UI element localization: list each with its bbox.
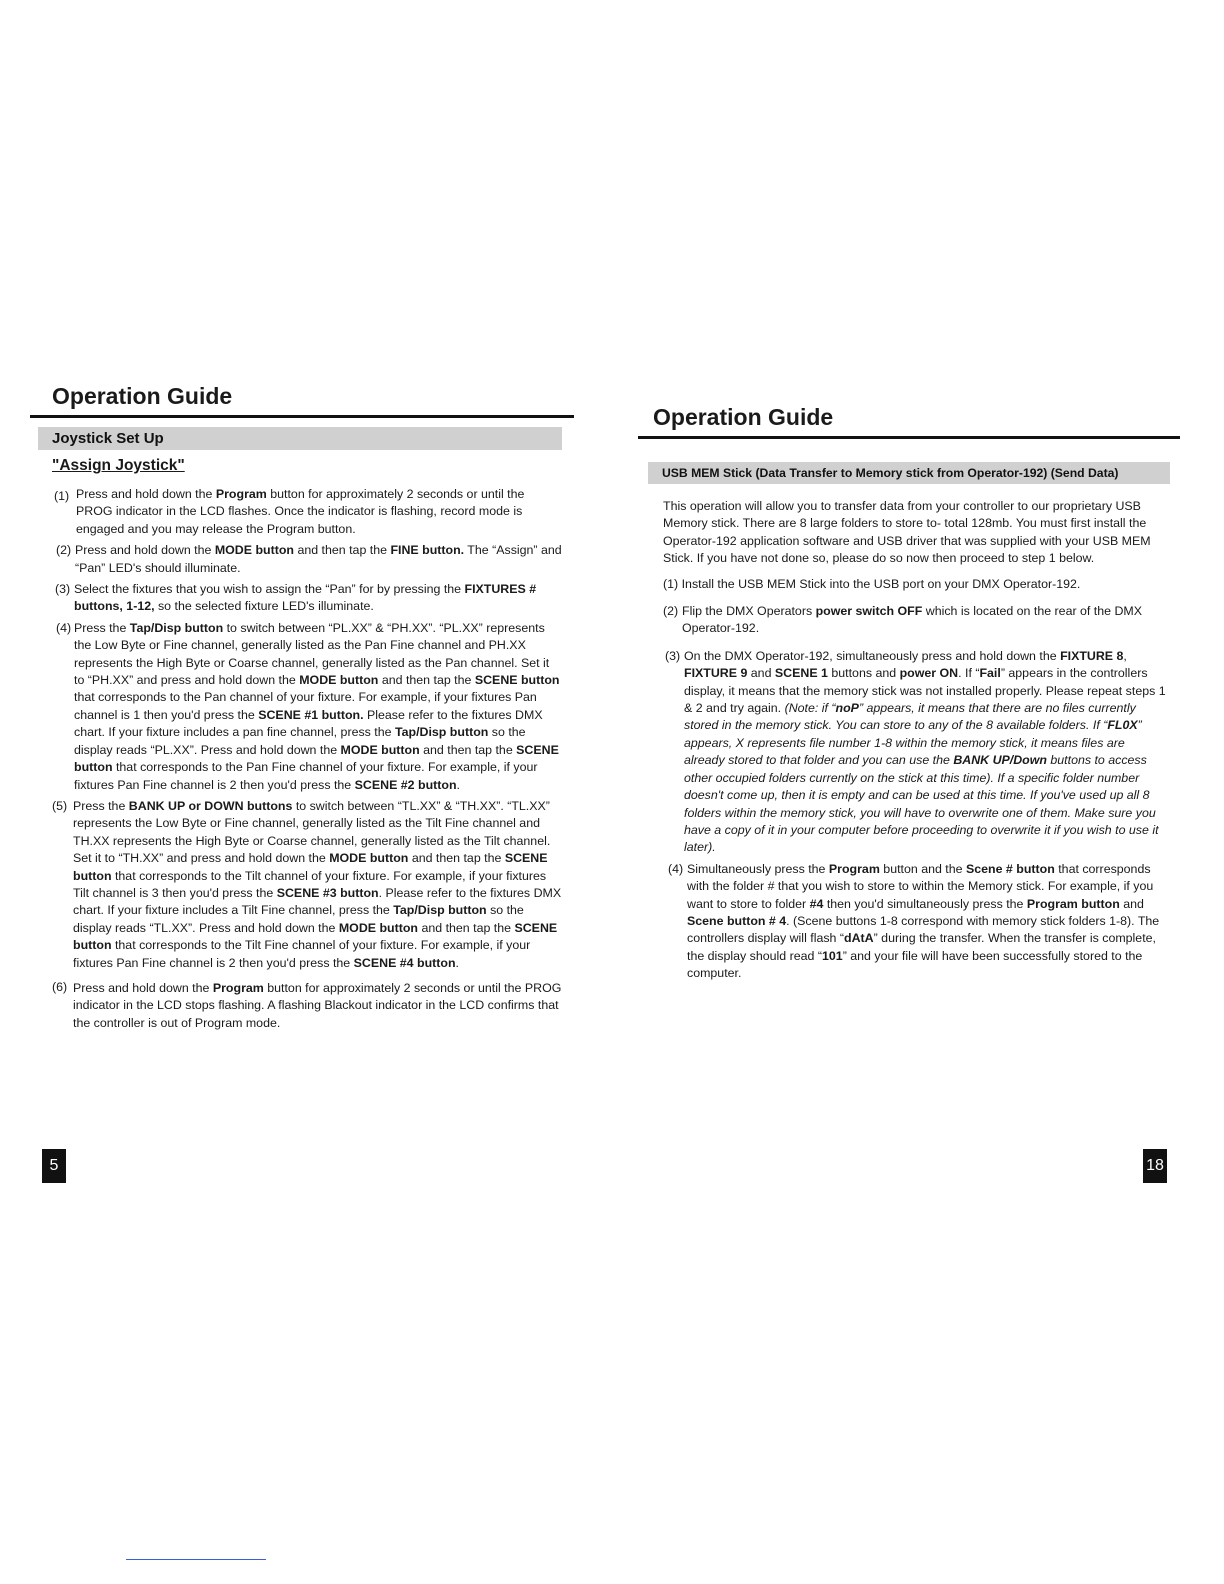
step-number: (3) (665, 648, 681, 663)
step-text: (1) Install the USB MEM Stick into the USB port on your DMX Operator-192. (663, 576, 1081, 591)
step-text: Select the fixtures that you wish to assign the “Pan” for by pressing the FIXTURES # buttons, 1-12, so the selected fixture LED's illuminate. (74, 582, 537, 614)
step-text: Press and hold down the Program button for approximately 2 seconds or until the PROG indicator in the LCD flashes. Once the indicator is flashing, record mode is engaged and you may release the Program button. (76, 487, 525, 536)
right-step (663, 648, 1168, 857)
left-section-header: Joystick Set Up (38, 427, 562, 450)
right-instructions (663, 498, 1168, 987)
left-step (52, 542, 562, 577)
step-number: (5) (52, 798, 68, 813)
left-step (52, 581, 562, 616)
left-page-title: Operation Guide (52, 383, 233, 409)
left-title-rule (30, 415, 574, 418)
right-step (663, 576, 1168, 593)
step-text: Press and hold down the MODE button and then tap the FINE button. The “Assign” and “Pan” LED's should illuminate. (75, 543, 562, 575)
footer-link-line (126, 1559, 266, 1560)
step-number: (4) (668, 861, 684, 876)
step-text: Simultaneously press the Program button and the Scene # button that corresponds with the folder # that you wish to store to within the Memory stick. For example, if you want to store to folder #4 then you'd simultaneously press the Program button and Scene button # 4. (Scene buttons 1-8 correspond with memory stick folders 1-8). The controllers display will flash “dAtA” during the transfer. When the transfer is complete, the display should read “101” and your file will have been successfully stored to the computer. (687, 861, 1160, 981)
step-text: Press and hold down the Program button for approximately 2 seconds or until the PROG indicator in the LCD stops flashing. A flashing Blackout indicator in the LCD confirms that the controller is out of Program mode. (73, 980, 562, 1030)
step-number: (3) (55, 582, 71, 597)
step-text: Press the BANK UP or DOWN buttons to switch between “TL.XX” & “TH.XX”. “TL.XX” represents the Low Byte or Fine channel, generally listed as the Tilt Fine channel and TH.XX represents the High Byte or Coarse channel, generally listed as the Tilt channel. Set it to “TH.XX” and press and hold down the MODE button and then tap the SCENE button that corresponds to the Tilt channel of your fixture. For example, if your fixtures Tilt channel is 3 then you'd press the SCENE #3 button. Please refer to the fixtures DMX chart. If your fixture includes a Tilt Fine channel, press the Tap/Disp button so the display reads “TL.XX”. Press and hold down the MODE button and then tap the SCENE button that corresponds to the Tilt Fine channel of your fixture. For example, if your fixtures Pan Fine channel is 2 then you'd press the SCENE #4 button. (73, 798, 562, 970)
note-text: (Note: if “noP” appears, it means that there are no files currently stored in the memory stick. You can store to any of the 8 available folders. If “FL0X” appears, X represents file number 1-8 within the memory stick, it means files are already stored to that folder and you can use the BANK UP/Down buttons to access other occupied folders currently on the stick at this time). If a specific folder number doesn't come up, then it is empty and can be used at this time. If you've used up all 8 folders within the memory stick, you will have to overwrite one of them. Make sure you have a copy of it in your computer before proceeding to overwrite it if you wish to use it later). (684, 701, 1159, 855)
step-text: Press the Tap/Disp button to switch between “PL.XX” & “PH.XX”. “PL.XX” represents the Low Byte or Fine channel, generally listed as the Pan Fine channel and PH.XX represents the High Byte or Coarse channel, generally listed as the Pan channel. Set it to “PH.XX” and press and hold down the MODE button and then tap the SCENE button that corresponds to the Pan channel of your fixture. For example, if your fixtures Pan channel is 1 then you'd press the SCENE #1 button. Please refer to the fixtures DMX chart. If your fixture includes a pan fine channel, press the Tap/Disp button so the display reads “PL.XX”. Press and hold down the MODE button and then tap the SCENE button that corresponds to the Pan Fine channel of your fixture. For example, if your fixtures Pan Fine channel is 2 then you'd press the SCENE #2 button. (74, 620, 560, 792)
intro-paragraph: This operation will allow you to transfer data from your controller to our proprietary USB Memory stick. There are 8 large folders to store to- total 128mb. You must first install the Operator-192 application software and USB driver that was supplied with your USB MEM Stick. If you have not done so, please do so now then proceed to step 1 below. (663, 499, 1151, 566)
step-number: (2) (56, 543, 72, 558)
right-page-number: 18 (1143, 1149, 1167, 1183)
left-step (52, 798, 562, 972)
right-section-header: USB MEM Stick (Data Transfer to Memory stick from Operator-192) (Send Data) (648, 462, 1170, 484)
step-number: (1) (54, 489, 70, 503)
right-title-rule (638, 436, 1180, 439)
left-page-number: 5 (42, 1149, 66, 1183)
left-step (52, 620, 562, 794)
left-subheading: "Assign Joystick" (52, 457, 185, 474)
left-step (52, 980, 562, 1032)
right-page-title: Operation Guide (653, 404, 834, 430)
right-step (663, 861, 1168, 983)
left-instructions (52, 486, 562, 1036)
step-number: (2) (663, 604, 679, 619)
right-step (663, 603, 1168, 638)
step-number: (4) (56, 620, 72, 635)
step-text: On the DMX Operator-192, simultaneously press and hold down the FIXTURE 8, FIXTURE 9 and SCENE 1 buttons and power ON. If “Fail” appears in the controllers display, it means that the memory stick was not installed properly. Please repeat steps 1 & 2 and try again. (Note: if “noP” appears, it means that there are no files currently stored in the memory stick. You can store to any of the 8 available folders. If “FL0X” appears, X represents file number 1-8 within the memory stick, it means files are already stored to that folder and you can use the BANK UP/Down buttons to access other occupied folders currently on the stick at this time). If a specific folder number doesn't come up, then it is empty and can be used at this time. If you've used up all 8 folders within the memory stick, you will have to overwrite one of them. Make sure you have a copy of it in your computer before proceeding to overwrite it if you wish to use it later). (684, 648, 1166, 855)
step-number: (6) (52, 979, 68, 994)
left-step (52, 486, 562, 538)
step-number: (1) (663, 576, 679, 591)
step-text: Flip the DMX Operators power switch OFF which is located on the rear of the DMX Operator-192. (682, 604, 1143, 636)
